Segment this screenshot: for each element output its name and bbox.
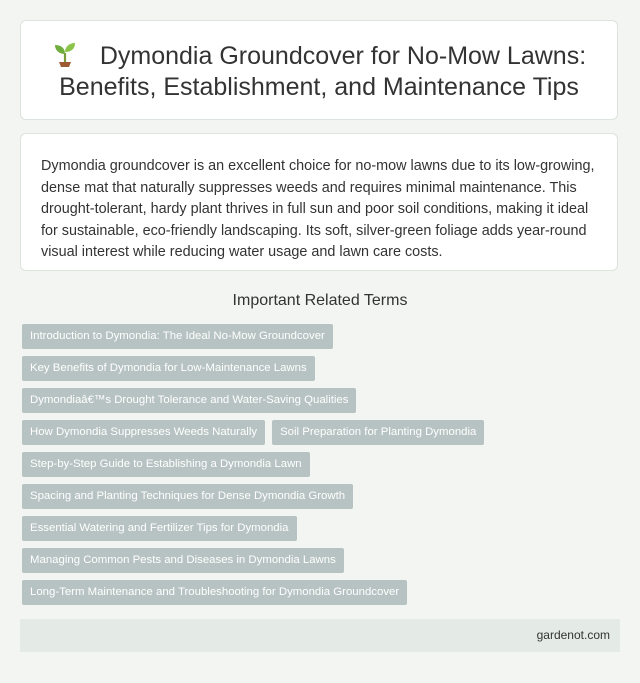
- terms-row: [22, 452, 618, 477]
- term-tag[interactable]: Spacing and Planting Techniques for Dense Dymondia Growth: [22, 484, 353, 509]
- term-tag[interactable]: Long-Term Maintenance and Troubleshooting for Dymondia Groundcover: [22, 580, 407, 605]
- footer: [20, 619, 620, 652]
- intro-text: Dymondia groundcover is an excellent choice for no-mow lawns due to its low-growing, dense mat that naturally suppresses weeds and requires minimal maintenance. This drought-tolerant, hardy plant thrives in full sun and poor soil conditions, making it ideal for sustainable, eco-friendly landscaping. Its soft, silver-green foliage adds year-round visual interest while reducing water usage and lawn care costs.: [41, 158, 595, 260]
- terms-row: [22, 516, 618, 541]
- related-terms-list: [22, 324, 618, 612]
- terms-row: [22, 420, 618, 445]
- terms-row: [22, 548, 618, 573]
- page-title: [41, 41, 597, 103]
- title-card: [20, 20, 618, 120]
- term-tag[interactable]: Key Benefits of Dymondia for Low-Maintenance Lawns: [22, 356, 315, 381]
- intro-card: [20, 133, 618, 271]
- term-tag[interactable]: How Dymondia Suppresses Weeds Naturally: [22, 420, 265, 445]
- term-tag[interactable]: Step-by-Step Guide to Establishing a Dymondia Lawn: [22, 452, 310, 477]
- term-tag[interactable]: Soil Preparation for Planting Dymondia: [272, 420, 484, 445]
- terms-row: [22, 580, 618, 605]
- terms-row: [22, 356, 618, 381]
- related-terms-heading: Important Related Terms: [232, 292, 408, 309]
- page-title-text: Dymondia Groundcover for No-Mow Lawns: Benefits, Establishment, and Maintenance Tips: [59, 42, 587, 101]
- terms-row: [22, 484, 618, 509]
- terms-row: [22, 324, 618, 349]
- sprout-icon: [52, 41, 78, 67]
- term-tag[interactable]: Dymondiaâ€™s Drought Tolerance and Water-Saving Qualities: [22, 388, 356, 413]
- term-tag[interactable]: Introduction to Dymondia: The Ideal No-Mow Groundcover: [22, 324, 333, 349]
- term-tag[interactable]: Managing Common Pests and Diseases in Dymondia Lawns: [22, 548, 344, 573]
- footer-site-link[interactable]: gardenot.com: [536, 628, 610, 642]
- terms-row: [22, 388, 618, 413]
- term-tag[interactable]: Essential Watering and Fertilizer Tips for Dymondia: [22, 516, 297, 541]
